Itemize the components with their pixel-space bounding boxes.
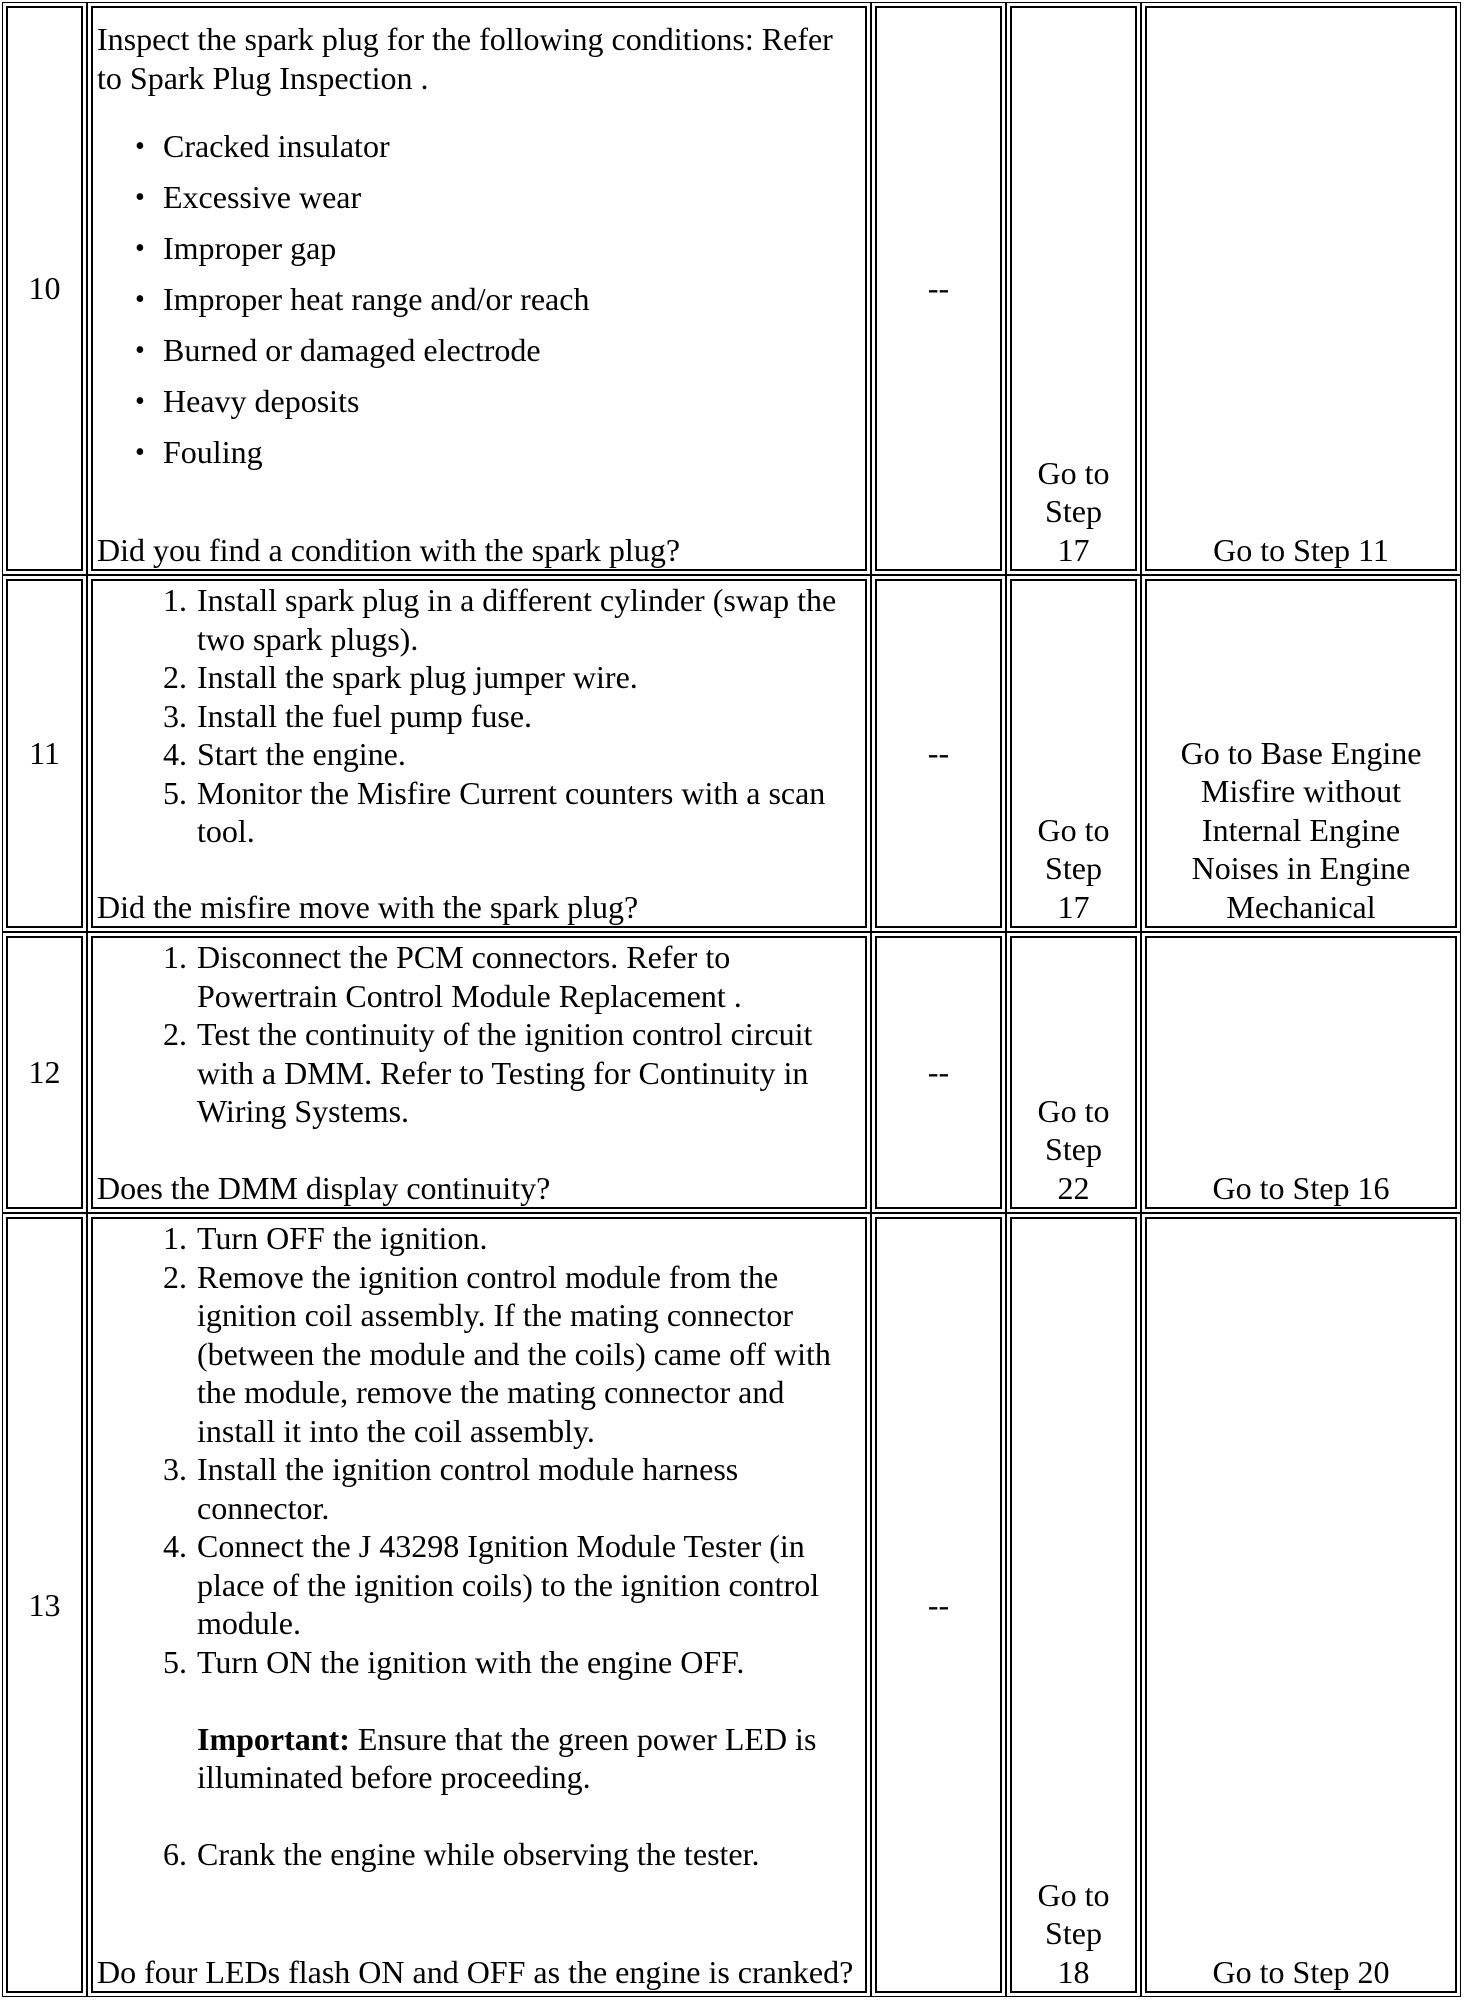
action-cell — [91, 936, 867, 1209]
no-action-link[interactable]: Go to Base Engine Misfire without Internal Engine Noises in Engine Mechanical — [1180, 734, 1422, 925]
item-number: 1. — [163, 1220, 187, 1256]
list-item: 1. Disconnect the PCM connectors. Refer to Powertrain Control Module Replacement . — [97, 938, 857, 1015]
step-number: 11 — [29, 735, 60, 772]
no-action-link[interactable]: Go to Step 16 — [1212, 1169, 1390, 1206]
action-cell — [91, 6, 867, 571]
step-number-cell — [6, 1217, 83, 1993]
item-number: 3. — [163, 697, 187, 734]
list-item: 6. Crank the engine while observing the tester. — [97, 1835, 857, 1874]
yes-action-link[interactable]: Go to Step 17 — [1037, 454, 1110, 568]
procedure-list — [97, 581, 857, 851]
list-item: 1. Turn OFF the ignition. — [97, 1219, 857, 1258]
list-item: • Heavy deposits — [135, 376, 857, 427]
action-cell — [91, 579, 867, 928]
list-item: 2. Install the spark plug jumper wire. — [97, 658, 857, 697]
value-text: -- — [927, 1586, 950, 1623]
procedure-list — [97, 1219, 857, 1874]
item-number: 3. — [163, 1451, 187, 1487]
step-question: Does the DMM display continuity? — [97, 1169, 551, 1206]
step-number: 10 — [28, 270, 61, 307]
list-item: • Improper gap — [135, 223, 857, 274]
step-number-cell — [6, 579, 83, 928]
list-item: • Fouling — [135, 427, 857, 478]
yes-cell — [1010, 936, 1137, 1209]
list-item: 5. Turn ON the ignition with the engine OFF. Important: Ensure that the green power LED is illuminated before proceeding. — [97, 1643, 857, 1797]
bullet-icon: • — [135, 437, 145, 468]
yes-cell — [1010, 6, 1137, 571]
list-item: 2. Remove the ignition control module from the ignition coil assembly. If the mating connector (between the module and the coils) came off with the module, remove the mating connector and install it into the coil assembly. — [97, 1258, 857, 1451]
value-cell — [875, 1217, 1002, 1993]
list-item: • Excessive wear — [135, 172, 857, 223]
no-cell — [1145, 936, 1457, 1209]
item-number: 1. — [163, 582, 187, 618]
list-item: 1. Install spark plug in a different cylinder (swap the two spark plugs). — [97, 581, 857, 658]
bullet-icon: • — [135, 386, 145, 417]
no-cell — [1145, 6, 1457, 571]
item-number: 4. — [163, 736, 187, 772]
bullet-icon: • — [135, 182, 145, 213]
item-number: 4. — [163, 1528, 187, 1564]
list-item: 3. Install the ignition control module harness connector. — [97, 1450, 857, 1527]
important-label: Important: — [197, 1720, 350, 1757]
action-cell — [91, 1217, 867, 1993]
item-number: 5. — [163, 1643, 187, 1680]
no-cell — [1145, 1217, 1457, 1993]
list-item: • Improper heat range and/or reach — [135, 274, 857, 325]
value-cell — [875, 936, 1002, 1209]
item-number: 1. — [163, 939, 187, 975]
item-number: 5. — [163, 774, 187, 811]
procedure-list — [97, 938, 857, 1131]
no-cell — [1145, 579, 1457, 928]
list-item: • Burned or damaged electrode — [135, 325, 857, 376]
step-question: Did the misfire move with the spark plug? — [97, 888, 639, 925]
list-item: 5. Monitor the Misfire Current counters with a scan tool. — [97, 774, 857, 851]
item-number: 2. — [163, 659, 187, 695]
list-item: 3. Install the fuel pump fuse. — [97, 697, 857, 736]
item-number: 2. — [163, 1258, 187, 1295]
value-text: -- — [927, 1054, 950, 1091]
value-cell — [875, 579, 1002, 928]
action-intro: Inspect the spark plug for the following conditions: Refer to Spark Plug Inspection . — [97, 21, 833, 96]
yes-action-link[interactable]: Go to Step 22 — [1037, 1092, 1110, 1206]
bullet-icon: • — [135, 284, 145, 315]
value-text: -- — [927, 270, 950, 307]
important-text: Ensure that the green power LED is illuminated before proceeding. — [197, 1720, 817, 1795]
step-question: Do four LEDs flash ON and OFF as the engine is cranked? — [97, 1953, 854, 1990]
list-item: 4. Connect the J 43298 Ignition Module Tester (in place of the ignition coils) to the ignition control module. — [97, 1527, 857, 1643]
value-text: -- — [927, 735, 950, 772]
step-number: 13 — [28, 1586, 61, 1623]
bullet-icon: • — [135, 335, 145, 366]
bullet-icon: • — [135, 131, 145, 162]
important-note — [197, 1720, 857, 1797]
no-action-link[interactable]: Go to Step 11 — [1213, 531, 1389, 568]
step-number-cell — [6, 6, 83, 571]
value-cell — [875, 6, 1002, 571]
yes-cell — [1010, 579, 1137, 928]
yes-action-link[interactable]: Go to Step 17 — [1037, 811, 1110, 925]
step-number: 12 — [28, 1054, 61, 1091]
list-item: 2. Test the continuity of the ignition control circuit with a DMM. Refer to Testing for Continuity in Wiring Systems. — [97, 1015, 857, 1131]
item-number: 2. — [163, 1016, 187, 1052]
bullet-icon: • — [135, 233, 145, 264]
no-action-link[interactable]: Go to Step 20 — [1212, 1953, 1390, 1990]
yes-action-link[interactable]: Go to Step 18 — [1037, 1876, 1110, 1990]
step-number-cell — [6, 936, 83, 1209]
yes-cell — [1010, 1217, 1137, 1993]
list-item: 4. Start the engine. — [97, 735, 857, 774]
item-number: 6. — [163, 1836, 187, 1872]
list-item: • Cracked insulator — [135, 121, 857, 172]
step-question: Did you find a condition with the spark plug? — [97, 531, 681, 568]
condition-list — [97, 121, 857, 478]
